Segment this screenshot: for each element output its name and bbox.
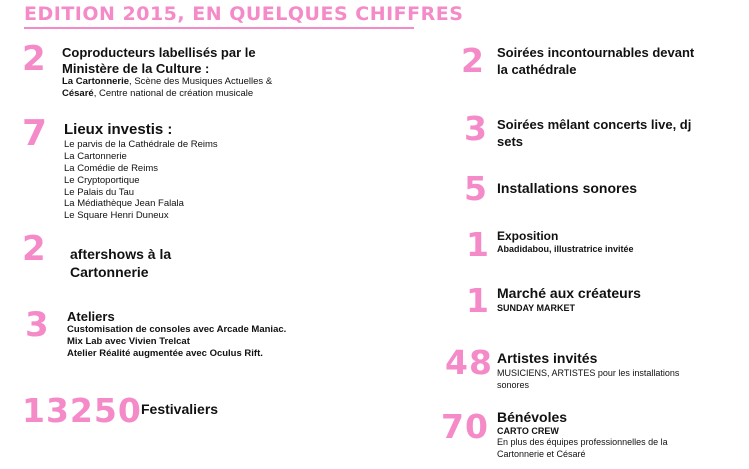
stat-sub-marche: SUNDAY MARKET (497, 303, 576, 313)
stat-sub-artistes-line2: sonores (497, 380, 530, 390)
stat-sub-exposition: Abadidabou, illustratrice invitée (497, 244, 634, 254)
stat-number-soirees-concerts: 3 (464, 109, 488, 148)
page-title: EDITION 2015, EN QUELQUES CHIFFRES (24, 3, 464, 25)
stat-heading-exposition: Exposition (497, 229, 559, 243)
stat-number-marche: 1 (466, 281, 490, 320)
places-list (64, 139, 218, 222)
place-item: Le Palais du Tau (64, 186, 135, 198)
stat-sub-artistes-line1: MUSICIENS, ARTISTES pour les installations (497, 368, 680, 378)
stat-heading-festivaliers: Festivaliers (141, 401, 219, 417)
stat-number-exposition: 1 (466, 225, 490, 264)
stat-sub-coproducteurs-line1: La Cartonnerie, Scène des Musiques Actuelles & (62, 76, 273, 87)
stat-number-festivaliers: 13250 (22, 391, 142, 430)
stat-sub-benevoles-line2: Cartonnerie et Césaré (497, 449, 586, 459)
stat-number-artistes: 48 (445, 343, 493, 382)
stat-number-coproducteurs: 2 (22, 39, 47, 79)
stat-heading-marche: Marché aux créateurs (497, 285, 641, 301)
place-item: Le Square Henri Duneux (64, 210, 169, 222)
stat-number-ateliers: 3 (25, 305, 50, 345)
stat-sub-coproducteurs-line2: Césaré, Centre national de création musicale (62, 88, 254, 99)
place-item: Le Cryptoportique (64, 174, 140, 186)
atelier-line: Customisation de consoles avec Arcade Maniac. (67, 324, 287, 335)
stat-heading-coproducteurs-line1: Coproducteurs labellisés par le (62, 45, 256, 60)
stat-heading-soirees-concerts-line1: Soirées mêlant concerts live, dj (497, 117, 692, 132)
stat-heading-aftershows-line1: aftershows à la (70, 246, 172, 262)
stat-number-installations: 5 (464, 169, 488, 208)
stat-number-benevoles: 70 (441, 407, 489, 446)
stat-heading-artistes: Artistes invités (497, 350, 598, 366)
place-item: La Médiathèque Jean Falala (64, 198, 184, 210)
stat-heading-installations: Installations sonores (497, 180, 638, 196)
stat-sub-benevoles-crew: CARTO CREW (497, 426, 559, 436)
stat-heading-coproducteurs-line2: Ministère de la Culture : (62, 61, 210, 76)
stat-number-lieux: 7 (22, 113, 49, 154)
stat-heading-benevoles: Bénévoles (497, 409, 568, 425)
stat-heading-lieux: Lieux investis : (64, 121, 173, 138)
stat-heading-aftershows-line2: Cartonnerie (70, 264, 149, 280)
stat-sub-benevoles-line1: En plus des équipes professionnelles de la (497, 437, 668, 447)
atelier-line: Atelier Réalité augmentée avec Oculus Rift. (67, 348, 263, 359)
place-item: Le parvis de la Cathédrale de Reims (64, 139, 218, 150)
stat-number-soirees-cathedrale: 2 (461, 41, 485, 80)
stat-number-aftershows: 2 (22, 229, 47, 269)
stat-heading-ateliers: Ateliers (67, 309, 115, 324)
atelier-line: Mix Lab avec Vivien Trelcat (67, 336, 190, 347)
place-item: La Cartonnerie (64, 150, 127, 162)
place-item: La Comédie de Reims (64, 162, 158, 174)
title-underline (24, 27, 414, 29)
stat-heading-soirees-concerts-line2: sets (497, 134, 524, 149)
stat-heading-soirees-cathedrale-line2: la cathédrale (497, 62, 577, 77)
stat-heading-soirees-cathedrale-line1: Soirées incontournables devant (497, 45, 695, 60)
